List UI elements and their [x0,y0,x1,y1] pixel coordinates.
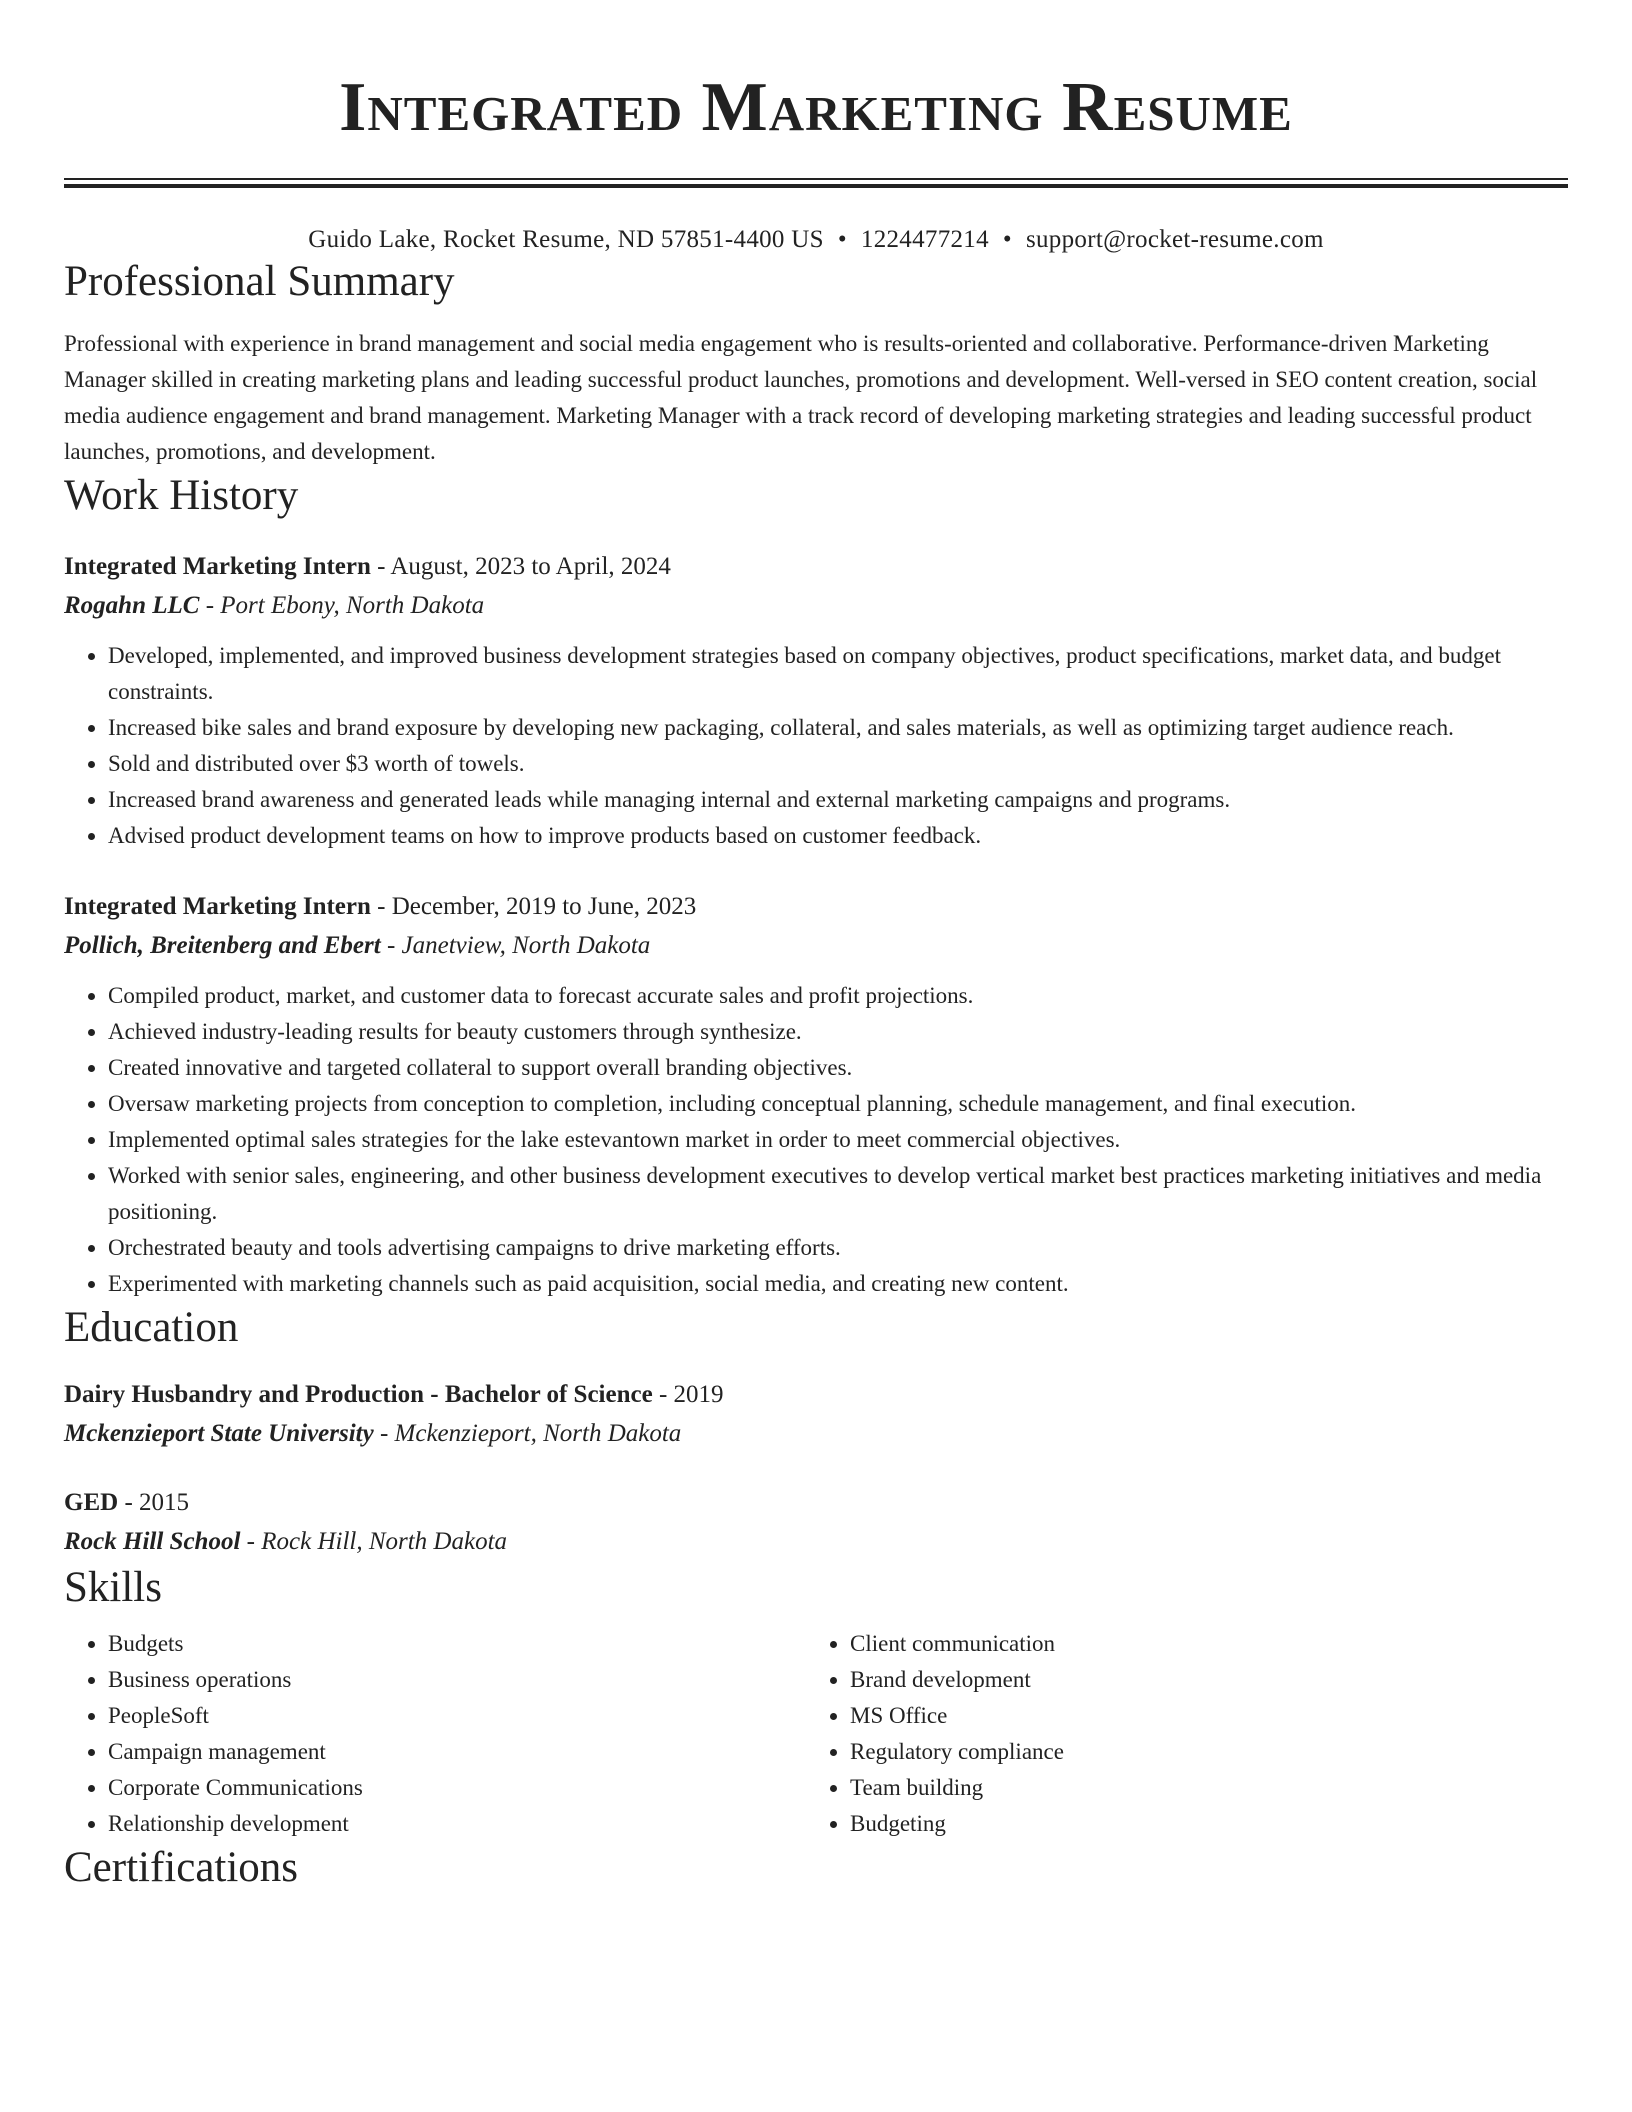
list-item: • Developed, implemented, and improved business development strategies based on company objectives, product specifications, market data, and budget constraints. [108,638,1568,710]
skills-column-left [64,1626,806,1842]
job-title-line [64,888,1568,926]
section-heading-certifications: Certifications [64,1844,299,1891]
list-item: • Compiled product, market, and customer data to forecast accurate sales and profit projections. [108,978,1568,1014]
education-year: - 2015 [118,1489,190,1516]
list-item: • Advised product development teams on how to improve products based on customer feedback. [108,818,1568,854]
contact-phone: 1224477214 [860,226,989,253]
contact-address: Guido Lake, Rocket Resume, ND 57851-4400 US [308,226,824,253]
job-company-line [64,926,1568,966]
list-item: • Increased bike sales and brand exposure by developing new packaging, collateral, and sales materials, as well as optimizing target audience reach. [108,710,1568,746]
section-heading-skills: Skills [64,1564,162,1611]
education-degree: Dairy Husbandry and Production - Bachelor of Science [64,1381,653,1408]
job-title: Integrated Marketing Intern [64,553,371,580]
education-year: - 2019 [652,1381,724,1408]
skill-item: • Regulatory compliance [850,1734,1548,1770]
education-school-line [64,1414,1568,1454]
summary-text: Professional with experience in brand management and social media engagement who is results-oriented and collaborative. Performance-driven Marketing Manager skilled in creating marketing plans and leading successful product launches, promotions and development. Well-versed in SEO content creation, social media audience engagement and brand management. Marketing Manager with a track record of developing marketing strategies and leading successful product launches, promotions, and development. [64,331,1538,464]
skill-item: • Brand development [850,1662,1548,1698]
job-dates: - August, 2023 to April, 2024 [370,553,671,580]
education-degree-line [64,1376,1568,1414]
skill-item: • Business operations [108,1662,806,1698]
job-title-line [64,548,1568,586]
skills-grid [64,1626,1568,1842]
skill-item: • Team building [850,1770,1548,1806]
education-school-line [64,1522,1568,1562]
list-item: • Created innovative and targeted collateral to support overall branding objectives. [108,1050,1568,1086]
list-item: • Achieved industry-leading results for beauty customers through synthesize. [108,1014,1568,1050]
education-location: - Mckenzieport, North Dakota [373,1420,682,1447]
title-divider [64,178,1568,188]
contact-separator: • [837,226,847,253]
skill-item: • Relationship development [108,1806,806,1842]
job-bullets [64,638,1568,854]
skill-item: • Budgeting [850,1806,1548,1842]
education-school: Mckenzieport State University [64,1420,374,1447]
job-company-line [64,586,1568,626]
skill-item: • Client communication [850,1626,1548,1662]
contact-line [64,224,1568,256]
list-item: • Orchestrated beauty and tools advertising campaigns to drive marketing efforts. [108,1230,1568,1266]
education-entry [64,1484,1568,1562]
education-school: Rock Hill School [64,1528,241,1555]
skill-item: • MS Office [850,1698,1548,1734]
job-entry [64,548,1568,854]
contact-email[interactable]: support@rocket-resume.com [1025,226,1324,253]
skill-item: • Budgets [108,1626,806,1662]
section-heading-education: Education [64,1304,239,1351]
job-dates: - December, 2019 to June, 2023 [370,893,697,920]
contact-separator: • [1002,226,1012,253]
section-heading-work-history: Work History [64,472,299,519]
education-location: - Rock Hill, North Dakota [240,1528,508,1555]
skill-item: • Corporate Communications [108,1770,806,1806]
job-bullets [64,978,1568,1302]
education-degree: GED [64,1489,119,1516]
skill-item: • Campaign management [108,1734,806,1770]
list-item: • Implemented optimal sales strategies for the lake estevantown market in order to meet commercial objectives. [108,1122,1568,1158]
list-item: • Increased brand awareness and generated leads while managing internal and external marketing campaigns and programs. [108,782,1568,818]
education-entry [64,1376,1568,1454]
resume-title: Integrated Marketing Resume [339,69,1293,146]
education-degree-line [64,1484,1568,1522]
job-location: - Port Ebony, North Dakota [199,592,485,619]
skills-column-right [806,1626,1548,1842]
job-company: Pollich, Breitenberg and Ebert [64,932,381,959]
list-item: • Experimented with marketing channels such as paid acquisition, social media, and creating new content. [108,1266,1568,1302]
job-entry [64,888,1568,1302]
job-company: Rogahn LLC [64,592,200,619]
job-title: Integrated Marketing Intern [64,893,371,920]
skill-item: • PeopleSoft [108,1698,806,1734]
job-location: - Janetview, North Dakota [380,932,651,959]
list-item: • Sold and distributed over $3 worth of towels. [108,746,1568,782]
section-heading-summary: Professional Summary [64,258,455,305]
list-item: • Oversaw marketing projects from conception to completion, including conceptual planning, schedule management, and final execution. [108,1086,1568,1122]
list-item: • Worked with senior sales, engineering, and other business development executives to develop vertical market best practices marketing initiatives and media positioning. [108,1158,1568,1230]
